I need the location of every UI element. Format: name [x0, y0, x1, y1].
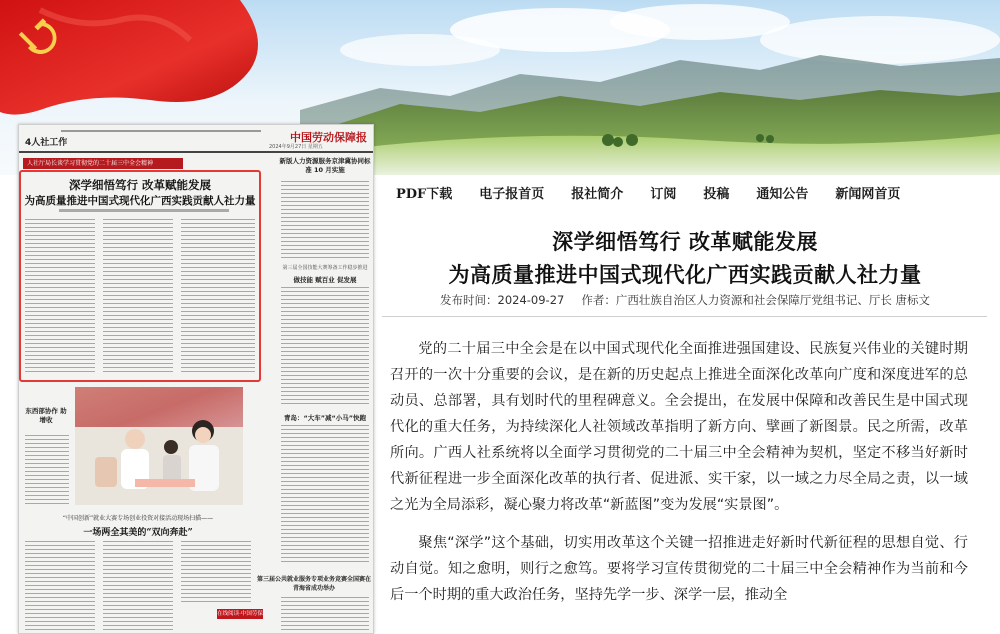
newspaper-text-column: [281, 597, 369, 631]
newspaper-text-column: [25, 219, 95, 375]
newspaper-footer-tag: 在线阅读·中国劳保: [217, 611, 263, 617]
newspaper-date: 2024年9月27日 星期五: [269, 144, 323, 150]
newspaper-column-tag: 人社厅局长谈学习贯彻党的二十届三中全会精神: [23, 158, 183, 169]
article-paragraph: 聚焦“深学”这个基础，切实用改革这个关键一招推进走好新时代新征程的思想自觉、行动自觉。知之愈明，则行之愈笃。要将学习宣传贯彻党的二十届三中全会精神作为当前和今后一个时期的重大政治任务，坚持先学一步、深学一层，推动全: [390, 535, 968, 603]
top-nav: [396, 185, 900, 207]
newspaper-masthead: 中国劳动保障报: [290, 131, 367, 144]
newspaper-photo[interactable]: [75, 387, 243, 505]
newspaper-right-kicker: 第三届全国技能大赛筹备工作稳步推进: [282, 265, 368, 271]
newspaper-header-rule: [61, 130, 261, 132]
article-body: [390, 336, 968, 620]
newspaper-text-column: [25, 541, 95, 631]
newspaper-text-column: [103, 219, 173, 375]
newspaper-article-subheadline[interactable]: 为高质量推进中国式现代化广西实践贡献人社力量: [24, 195, 256, 207]
newspaper-text-column: [103, 541, 173, 631]
newspaper-text-column: [181, 219, 255, 375]
newspaper-right-headline[interactable]: 新版人力资源服务京津冀协同标准 10 月实施: [279, 157, 371, 174]
newspaper-text-column: [281, 425, 369, 565]
newspaper-right-headline[interactable]: 青岛：“大车”减“小马”快跑: [283, 414, 367, 422]
publish-label: 发布时间：: [440, 293, 498, 307]
nav-news-home[interactable]: 新闻网首页: [835, 187, 901, 202]
newspaper-text-column: [181, 541, 251, 605]
newspaper-page-thumbnail[interactable]: [18, 124, 374, 634]
nav-pdf-download[interactable]: PDF下载: [396, 187, 453, 202]
newspaper-text-column: [281, 181, 369, 259]
article-subtitle: 为高质量推进中国式现代化广西实践贡献人社力量: [448, 263, 922, 287]
newspaper-article-byline: [59, 209, 229, 212]
meta-divider: [382, 316, 987, 317]
photo-people-illustration: [75, 387, 243, 505]
nav-subscribe[interactable]: 订阅: [650, 187, 677, 202]
newspaper-section-label: 4人社工作: [25, 138, 68, 148]
article-paragraph: 党的二十届三中全会是在以中国式现代化全面推进强国建设、民族复兴伟业的关键时期召开的一次十分重要的会议，是在新的历史起点上推进全面深化改革向广度和深度进军的总动员、总部署，具有划时代的里程碑意义。全会提出，在发展中保障和改善民生是中国式现代化的重大任务，为持续深化人社领域改革指明了新方向、擘画了新图景。民之所需，改革所向。广西人社系统将以全面学习贯彻党的二十届三中全会精神为契机，坚定不移当好新时代新征程进一步全面深化改革的执行者、促进派、实干家，以一域之力尽全局之责，以一域之光为全局添彩，凝心聚力将改革“新蓝图”变为发展“实景图”。: [390, 341, 968, 513]
newspaper-bottom-headline[interactable]: 第三届公共就业服务专项业务竞赛全国赛在青海省成功举办: [256, 576, 371, 592]
newspaper-header: [19, 125, 373, 153]
publish-date: 2024-09-27: [497, 293, 565, 307]
article-meta: [392, 292, 978, 308]
nav-about[interactable]: 报社简介: [571, 187, 624, 202]
newspaper-right-headline[interactable]: 做技能 赋百业 促发展: [293, 276, 357, 284]
article-title: 深学细悟笃行 改革赋能发展: [552, 230, 818, 254]
newspaper-sub-kicker: “中国创新”就业大赛专场创业投资对接活动现场扫描——: [62, 515, 214, 522]
newspaper-text-column: [25, 435, 69, 505]
nav-submit[interactable]: 投稿: [703, 187, 730, 202]
newspaper-article-headline[interactable]: 深学细悟笃行 改革赋能发展: [68, 178, 211, 192]
newspaper-photo-caption: 东西部协作 助增收: [25, 407, 67, 424]
newspaper-text-column: [281, 287, 369, 405]
author-label: 作者：: [581, 293, 616, 307]
author-name: 广西壮族自治区人力资源和社会保障厅党组书记、厅长 唐标文: [615, 293, 930, 307]
nav-epaper-home[interactable]: 电子报首页: [479, 187, 545, 202]
newspaper-sub-headline[interactable]: 一场两全其美的“双向奔赴”: [83, 528, 193, 538]
nav-notices[interactable]: 通知公告: [756, 187, 809, 202]
